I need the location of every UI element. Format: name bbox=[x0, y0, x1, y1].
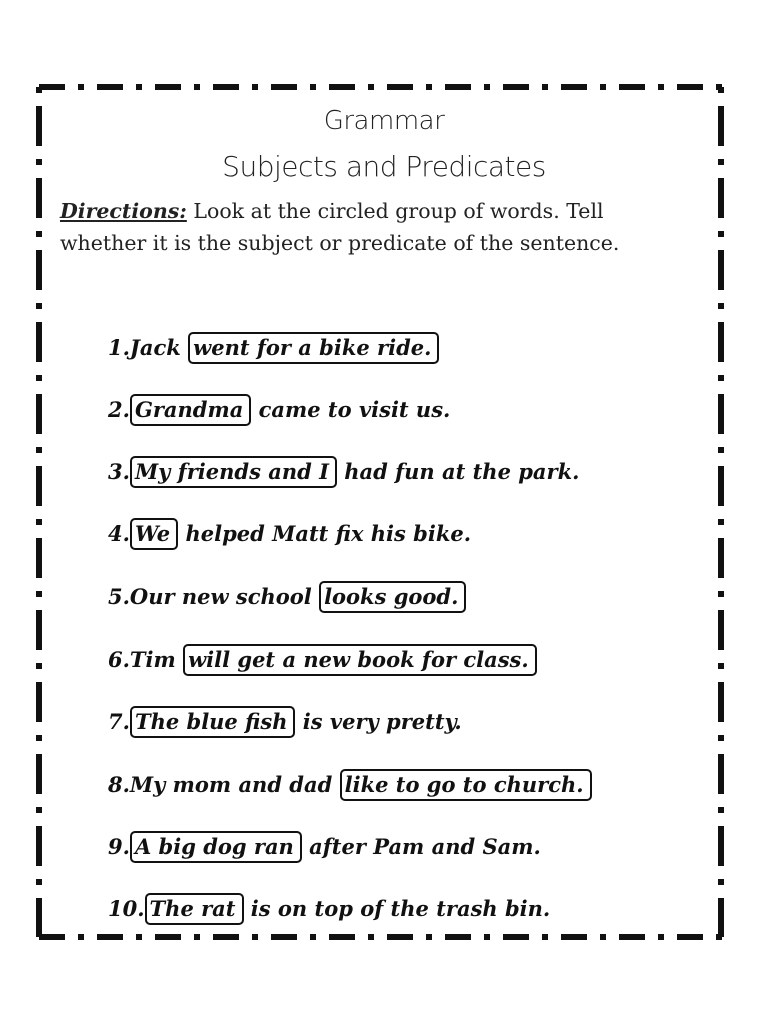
sentence-item bbox=[108, 831, 541, 865]
sentence-item bbox=[108, 769, 592, 803]
directions-paragraph bbox=[60, 195, 670, 259]
circled-phrase: The blue fish bbox=[130, 706, 296, 738]
sentence-item bbox=[108, 581, 466, 615]
sentence-rest: helped Matt fix his bike. bbox=[178, 521, 472, 546]
sentence-item bbox=[108, 706, 462, 740]
circled-phrase: The rat bbox=[145, 893, 244, 925]
sentence-rest: came to visit us. bbox=[251, 397, 451, 422]
worksheet-title: Grammar bbox=[323, 106, 445, 136]
worksheet-subtitle: Subjects and Predicates bbox=[222, 150, 546, 183]
sentence-lead: 5.Our new school bbox=[108, 584, 320, 609]
sentence-lead: 9. bbox=[108, 834, 130, 859]
sentence-rest: is very pretty. bbox=[295, 709, 462, 734]
circled-phrase: like to go to church. bbox=[340, 769, 592, 801]
sentence-lead: 4. bbox=[108, 521, 130, 546]
circled-phrase: looks good. bbox=[319, 581, 466, 613]
circled-phrase: Grandma bbox=[130, 394, 251, 426]
circled-phrase: My friends and I bbox=[130, 456, 337, 488]
circled-phrase: A big dog ran bbox=[130, 831, 302, 863]
sentence-rest: is on top of the trash bin. bbox=[243, 896, 551, 921]
sentence-lead: 7. bbox=[108, 709, 130, 734]
sentence-item bbox=[108, 644, 537, 678]
circled-phrase: went for a bike ride. bbox=[188, 332, 439, 364]
sentence-lead: 10. bbox=[108, 896, 145, 921]
sentence-rest: after Pam and Sam. bbox=[301, 834, 541, 859]
circled-phrase: will get a new book for class. bbox=[183, 644, 537, 676]
sentence-lead: 1.Jack bbox=[108, 335, 189, 360]
sentence-item bbox=[108, 456, 579, 490]
sentence-item bbox=[108, 394, 450, 428]
sentence-lead: 2. bbox=[108, 397, 130, 422]
sentence-rest: had fun at the park. bbox=[336, 459, 580, 484]
sentence-item bbox=[108, 893, 550, 927]
circled-phrase: We bbox=[130, 518, 178, 550]
sentence-lead: 3. bbox=[108, 459, 130, 484]
directions-text: Look at the circled group of words. Tell whether it is the subject or predicate of the sentence. bbox=[60, 199, 620, 255]
sentence-lead: 8.My mom and dad bbox=[108, 772, 340, 797]
sentence-item bbox=[108, 518, 471, 552]
directions-label: Directions: bbox=[60, 199, 187, 223]
sentence-item bbox=[108, 332, 439, 366]
sentence-lead: 6.Tim bbox=[108, 647, 184, 672]
